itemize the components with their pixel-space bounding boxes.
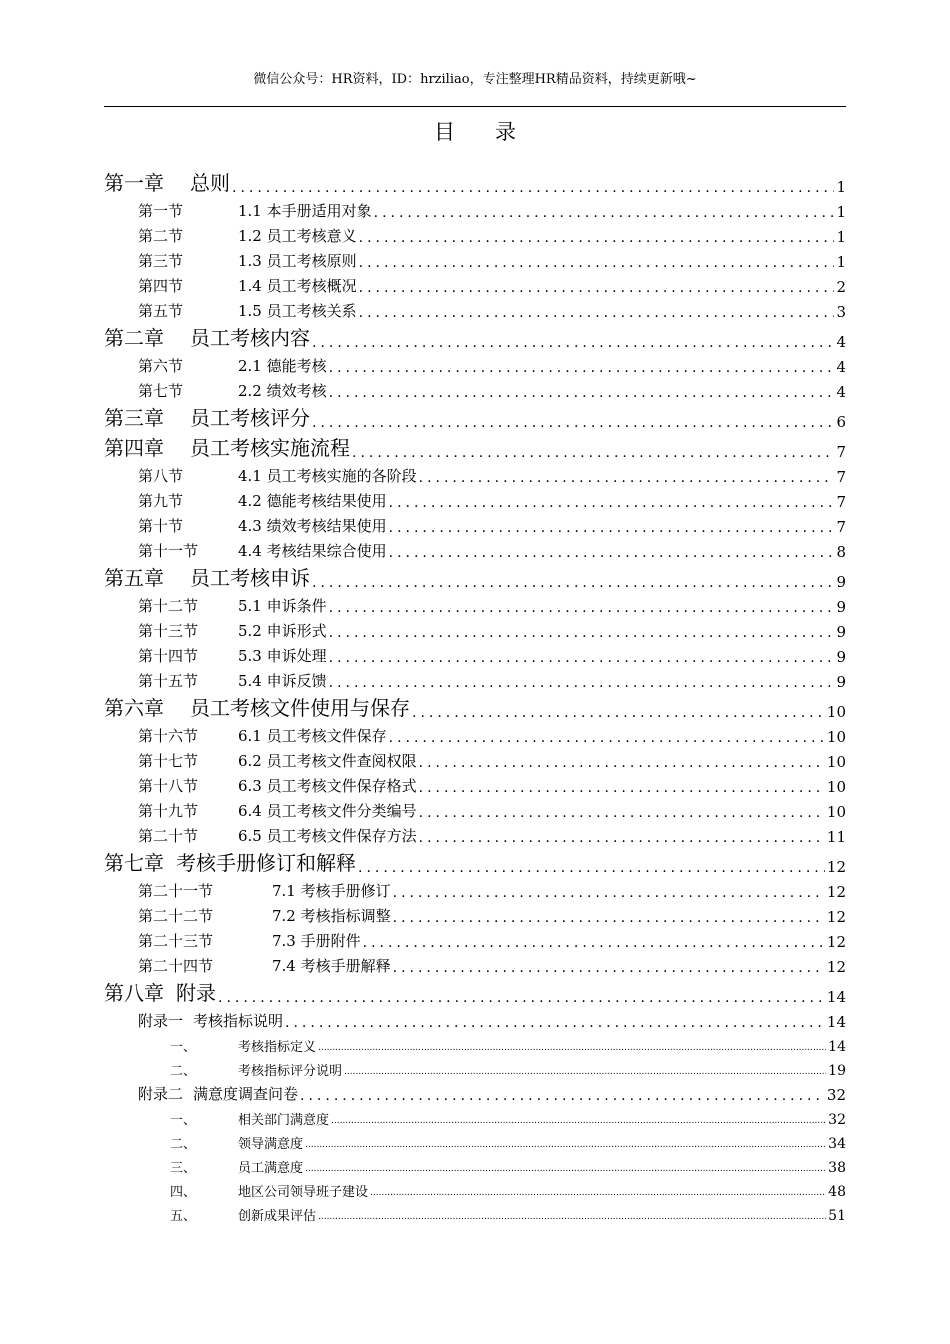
toc-page-number: 38 (828, 1160, 846, 1176)
toc-entry-title: 6.4 员工考核文件分类编号 (238, 802, 417, 820)
toc-entry-label (104, 977, 216, 1006)
toc-entry-label (138, 670, 327, 691)
toc-entry-label (138, 620, 327, 641)
toc-entry-label (138, 355, 327, 376)
toc-entry-title: 考核指标说明 (193, 1012, 284, 1030)
toc-entry-number: 第十九节 (138, 802, 199, 820)
toc-dot-leader (329, 385, 835, 401)
toc-entry-title: 员工满意度 (238, 1161, 304, 1176)
toc-page-number: 51 (828, 1208, 846, 1224)
toc-entry[interactable] (104, 376, 846, 401)
toc-dot-leader (318, 1043, 826, 1053)
toc-entry-title: 7.2 考核指标调整 (272, 907, 391, 925)
toc-entry-number: 第十五节 (138, 672, 199, 690)
toc-entry-title: 4.3 绩效考核结果使用 (238, 517, 387, 535)
toc-entry-title: 总则 (190, 171, 230, 195)
toc-entry-title: 员工考核文件使用与保存 (190, 696, 410, 720)
toc-entry[interactable] (104, 691, 846, 721)
toc-entry[interactable] (104, 666, 846, 691)
toc-page-number: 1 (836, 228, 846, 246)
toc-entry-title: 1.1 本手册适用对象 (238, 202, 372, 220)
toc-entry-title: 1.5 员工考核关系 (238, 302, 357, 320)
toc-page-number: 12 (826, 858, 846, 876)
toc-entry-label (104, 562, 310, 591)
toc-dot-leader (419, 780, 825, 796)
toc-entry-label (138, 955, 391, 976)
toc-entry-number: 第三节 (138, 252, 184, 270)
toc-entry-number: 第十二节 (138, 597, 199, 615)
toc-entry-title: 相关部门满意度 (238, 1113, 330, 1128)
toc-entry-number: 第二节 (138, 227, 184, 245)
toc-entry-number: 三、 (170, 1161, 197, 1176)
toc-entry-number: 一、 (170, 1113, 197, 1128)
toc-dot-leader (329, 360, 835, 376)
toc-entry-number: 第二章 (104, 326, 164, 350)
toc-entry-number: 第一章 (104, 171, 164, 195)
toc-entry-title: 员工考核申诉 (190, 566, 310, 590)
toc-entry-number: 第二十一节 (138, 882, 214, 900)
toc-dot-leader (419, 755, 825, 771)
toc-dot-leader (419, 805, 825, 821)
toc-entry-title: 考核指标定义 (238, 1040, 317, 1055)
toc-page-number: 9 (836, 648, 846, 666)
toc-dot-leader (370, 1188, 826, 1198)
toc-entry[interactable] (104, 771, 846, 796)
toc-entry[interactable] (104, 561, 846, 591)
toc-entry-number: 第六章 (104, 696, 164, 720)
toc-entry[interactable] (104, 1152, 846, 1176)
toc-entry-number: 第十六节 (138, 727, 199, 745)
toc-entry-label (138, 225, 357, 246)
toc-page-number: 6 (836, 413, 846, 431)
toc-dot-leader (412, 705, 825, 721)
toc-entry-label (170, 1181, 368, 1200)
toc-entry-label (104, 847, 356, 876)
toc-title: 目录 (434, 120, 556, 144)
toc-entry-number: 第二十三节 (138, 932, 214, 950)
toc-dot-leader (389, 520, 835, 536)
toc-entry-label (138, 645, 327, 666)
toc-entry-label (104, 402, 310, 431)
toc-dot-leader (218, 990, 825, 1006)
toc-page-number: 9 (836, 598, 846, 616)
toc-dot-leader (393, 885, 825, 901)
toc-entry-label (138, 540, 387, 561)
toc-entry[interactable] (104, 221, 846, 246)
toc-entry-title: 7.3 手册附件 (272, 932, 361, 950)
toc-entry-number: 第八节 (138, 467, 184, 485)
toc-entry-title: 5.4 申诉反馈 (238, 672, 327, 690)
toc-entry-label (138, 930, 361, 951)
toc-dot-leader (312, 415, 834, 431)
toc-entry-title: 1.2 员工考核意义 (238, 227, 357, 245)
toc-page-number: 7 (836, 518, 846, 536)
toc-entry-number: 第七节 (138, 382, 184, 400)
toc-dot-leader (389, 730, 825, 746)
toc-entry[interactable] (104, 321, 846, 351)
header-note: 微信公众号：HR资料，ID：hrziliao，专注整理HR精品资料，持续更新哦~ (253, 72, 697, 87)
toc-page-number: 12 (826, 958, 846, 976)
toc-entry[interactable] (104, 721, 846, 746)
toc-entry-title: 领导满意度 (238, 1137, 304, 1152)
toc-entry-label (138, 1083, 298, 1104)
toc-entry-label (170, 1157, 303, 1176)
toc-entry-number: 第十七节 (138, 752, 199, 770)
toc-dot-leader (285, 1015, 825, 1031)
toc-entry-number: 第六节 (138, 357, 184, 375)
toc-entry-label (170, 1205, 316, 1224)
toc-page-number: 4 (836, 383, 846, 401)
toc-entry-label (138, 250, 357, 271)
toc-entry-number: 第一节 (138, 202, 184, 220)
toc-entry-number: 二、 (170, 1064, 197, 1079)
toc-entry-label (138, 1010, 283, 1031)
toc-entry-label (138, 800, 417, 821)
toc-entry-label (170, 1036, 316, 1055)
toc-entry-label (138, 515, 387, 536)
toc-entry-label (138, 825, 417, 846)
toc-page-number: 9 (836, 573, 846, 591)
toc-page-number: 4 (836, 358, 846, 376)
toc-page-number: 32 (826, 1086, 846, 1104)
toc-entry-label (138, 750, 417, 771)
toc-page-number: 32 (828, 1112, 846, 1128)
toc-entry-number: 五、 (170, 1209, 197, 1224)
toc-page-number: 10 (826, 803, 846, 821)
toc-entry[interactable] (104, 1176, 846, 1200)
toc-entry-number: 附录二 (138, 1085, 184, 1103)
toc-dot-leader (318, 1212, 826, 1222)
toc-page-number: 10 (826, 728, 846, 746)
toc-page-number: 14 (826, 988, 846, 1006)
toc-dot-leader (419, 830, 825, 846)
toc-dot-leader (232, 180, 834, 196)
toc-entry[interactable] (104, 1031, 846, 1055)
toc-entry-title: 员工考核评分 (190, 406, 310, 430)
toc-page-number: 4 (836, 333, 846, 351)
toc-page-number: 14 (826, 1013, 846, 1031)
toc-entry[interactable] (104, 746, 846, 771)
toc-entry-title: 7.1 考核手册修订 (272, 882, 391, 900)
toc-entry-number: 第九节 (138, 492, 184, 510)
toc-entry-title: 地区公司领导班子建设 (238, 1185, 369, 1200)
toc-dot-leader (374, 205, 835, 221)
toc-entry[interactable] (104, 296, 846, 321)
toc-page-number: 1 (836, 203, 846, 221)
header-rule (104, 106, 846, 107)
toc-page-number: 11 (826, 828, 846, 846)
toc-entry[interactable] (104, 351, 846, 376)
toc-dot-leader (352, 445, 834, 461)
toc-entry-label (138, 490, 387, 511)
toc-dot-leader (389, 545, 835, 561)
toc-entry-number: 第十八节 (138, 777, 199, 795)
toc-dot-leader (305, 1140, 826, 1150)
toc-page-number: 12 (826, 933, 846, 951)
toc-dot-leader (359, 305, 835, 321)
toc-entry-label (104, 322, 310, 351)
toc-entry[interactable] (104, 846, 846, 876)
toc-entry-title: 4.4 考核结果综合使用 (238, 542, 387, 560)
toc-entry-title: 7.4 考核手册解释 (272, 957, 391, 975)
toc-entry[interactable] (104, 166, 846, 196)
toc-page-number: 12 (826, 883, 846, 901)
toc-entry-label (138, 300, 357, 321)
toc-entry-label (138, 380, 327, 401)
toc-entry-number: 第十三节 (138, 622, 199, 640)
toc-dot-leader (329, 650, 835, 666)
toc-entry-label (138, 775, 417, 796)
toc-page-number: 9 (836, 623, 846, 641)
toc-entry[interactable] (104, 1006, 846, 1031)
toc-entry-label (138, 275, 357, 296)
toc-page-number: 1 (836, 178, 846, 196)
toc-dot-leader (359, 230, 835, 246)
toc-entry-label (104, 692, 410, 721)
toc-entry[interactable] (104, 401, 846, 431)
toc-dot-leader (363, 935, 825, 951)
toc-entry-label (138, 200, 372, 221)
toc-dot-leader (393, 960, 825, 976)
toc-entry-title: 1.4 员工考核概况 (238, 277, 357, 295)
toc-entry-title: 4.2 德能考核结果使用 (238, 492, 387, 510)
toc-dot-leader (393, 910, 825, 926)
toc-page-number: 7 (836, 443, 846, 461)
toc-entry-title: 5.3 申诉处理 (238, 647, 327, 665)
toc-entry[interactable] (104, 796, 846, 821)
toc-entry-title: 1.3 员工考核原则 (238, 252, 357, 270)
toc-entry-label (170, 1109, 329, 1128)
toc-entry[interactable] (104, 591, 846, 616)
toc-page-number: 10 (826, 753, 846, 771)
toc-entry[interactable] (104, 876, 846, 901)
toc-dot-leader (305, 1164, 826, 1174)
toc-entry-title: 6.5 员工考核文件保存方法 (238, 827, 417, 845)
toc-page-number: 10 (826, 778, 846, 796)
toc-dot-leader (312, 575, 834, 591)
toc-page-number: 7 (836, 468, 846, 486)
toc-dot-leader (300, 1088, 825, 1104)
toc-page-number: 9 (836, 673, 846, 691)
toc-entry-label (138, 465, 417, 486)
toc-entry-number: 第十四节 (138, 647, 199, 665)
toc-entry[interactable] (104, 1128, 846, 1152)
toc-page-number: 48 (828, 1184, 846, 1200)
toc-entry[interactable] (104, 536, 846, 561)
toc-page-number: 19 (828, 1063, 846, 1079)
toc-entry-label (138, 595, 327, 616)
toc-page-number: 8 (836, 543, 846, 561)
toc-entry-number: 第二十节 (138, 827, 199, 845)
toc-entry[interactable] (104, 486, 846, 511)
toc-dot-leader (329, 600, 835, 616)
toc-entry-label (104, 432, 350, 461)
toc-entry[interactable] (104, 616, 846, 641)
toc-entry[interactable] (104, 976, 846, 1006)
toc-entry[interactable] (104, 271, 846, 296)
toc-entry-number: 附录一 (138, 1012, 184, 1030)
toc-page-number: 34 (828, 1136, 846, 1152)
toc-entry-title: 考核手册修订和解释 (176, 851, 356, 875)
toc-entry-title: 5.1 申诉条件 (238, 597, 327, 615)
toc-page-number: 1 (836, 253, 846, 271)
toc-entry[interactable] (104, 1055, 846, 1079)
toc-entry-label (170, 1133, 303, 1152)
toc-dot-leader (389, 495, 835, 511)
toc-dot-leader (359, 280, 835, 296)
toc-entry-number: 第二十四节 (138, 957, 214, 975)
toc-entry[interactable] (104, 1200, 846, 1224)
toc-entry-title: 员工考核内容 (190, 326, 310, 350)
toc-page-number: 12 (826, 908, 846, 926)
toc-entry[interactable] (104, 511, 846, 536)
toc-entry-number: 第八章 (104, 981, 164, 1005)
toc-dot-leader (312, 335, 834, 351)
toc-entry-label (138, 905, 391, 926)
toc-entry[interactable] (104, 431, 846, 461)
toc-dot-leader (329, 675, 835, 691)
toc-entry-title: 员工考核实施流程 (190, 436, 350, 460)
toc-entry[interactable] (104, 821, 846, 846)
toc-entry-title: 创新成果评估 (238, 1209, 317, 1224)
toc-entry-number: 一、 (170, 1040, 197, 1055)
toc-entry-title: 6.1 员工考核文件保存 (238, 727, 387, 745)
toc-dot-leader (359, 255, 835, 271)
toc-entry-title: 4.1 员工考核实施的各阶段 (238, 467, 417, 485)
toc-entry-number: 第五节 (138, 302, 184, 320)
toc-entry-title: 5.2 申诉形式 (238, 622, 327, 640)
toc-entry[interactable] (104, 951, 846, 976)
toc-dot-leader (358, 860, 825, 876)
toc-entry-title: 附录 (176, 981, 216, 1005)
toc-entry-label (104, 167, 230, 196)
toc-entry-title: 2.1 德能考核 (238, 357, 327, 375)
toc-entry-title: 满意度调查问卷 (193, 1085, 299, 1103)
toc-entry-number: 二、 (170, 1137, 197, 1152)
toc-page-number: 14 (828, 1039, 846, 1055)
toc-entry-title: 考核指标评分说明 (238, 1064, 343, 1079)
toc-entry-number: 第十一节 (138, 542, 199, 560)
toc-entry[interactable] (104, 901, 846, 926)
toc-page-number: 3 (836, 303, 846, 321)
toc-entry-number: 第十节 (138, 517, 184, 535)
toc-entry-number: 第四章 (104, 436, 164, 460)
toc-entry-title: 2.2 绩效考核 (238, 382, 327, 400)
toc-entry[interactable] (104, 1079, 846, 1104)
toc-page-number: 7 (836, 493, 846, 511)
table-of-contents (104, 166, 846, 1224)
toc-entry-number: 第三章 (104, 406, 164, 430)
toc-entry-number: 四、 (170, 1185, 197, 1200)
toc-page-number: 2 (836, 278, 846, 296)
toc-entry-number: 第五章 (104, 566, 164, 590)
toc-entry-label (138, 725, 387, 746)
toc-entry[interactable] (104, 196, 846, 221)
toc-entry[interactable] (104, 1104, 846, 1128)
toc-entry-label (170, 1060, 342, 1079)
toc-dot-leader (344, 1067, 826, 1077)
toc-entry-label (138, 880, 391, 901)
toc-entry-number: 第七章 (104, 851, 164, 875)
toc-entry[interactable] (104, 641, 846, 666)
toc-entry[interactable] (104, 246, 846, 271)
toc-entry-title: 6.3 员工考核文件保存格式 (238, 777, 417, 795)
toc-entry-number: 第四节 (138, 277, 184, 295)
toc-dot-leader (419, 470, 835, 486)
toc-entry[interactable] (104, 461, 846, 486)
toc-entry[interactable] (104, 926, 846, 951)
toc-entry-title: 6.2 员工考核文件查阅权限 (238, 752, 417, 770)
toc-dot-leader (329, 625, 835, 641)
toc-entry-number: 第二十二节 (138, 907, 214, 925)
toc-page-number: 10 (826, 703, 846, 721)
toc-dot-leader (331, 1116, 826, 1126)
